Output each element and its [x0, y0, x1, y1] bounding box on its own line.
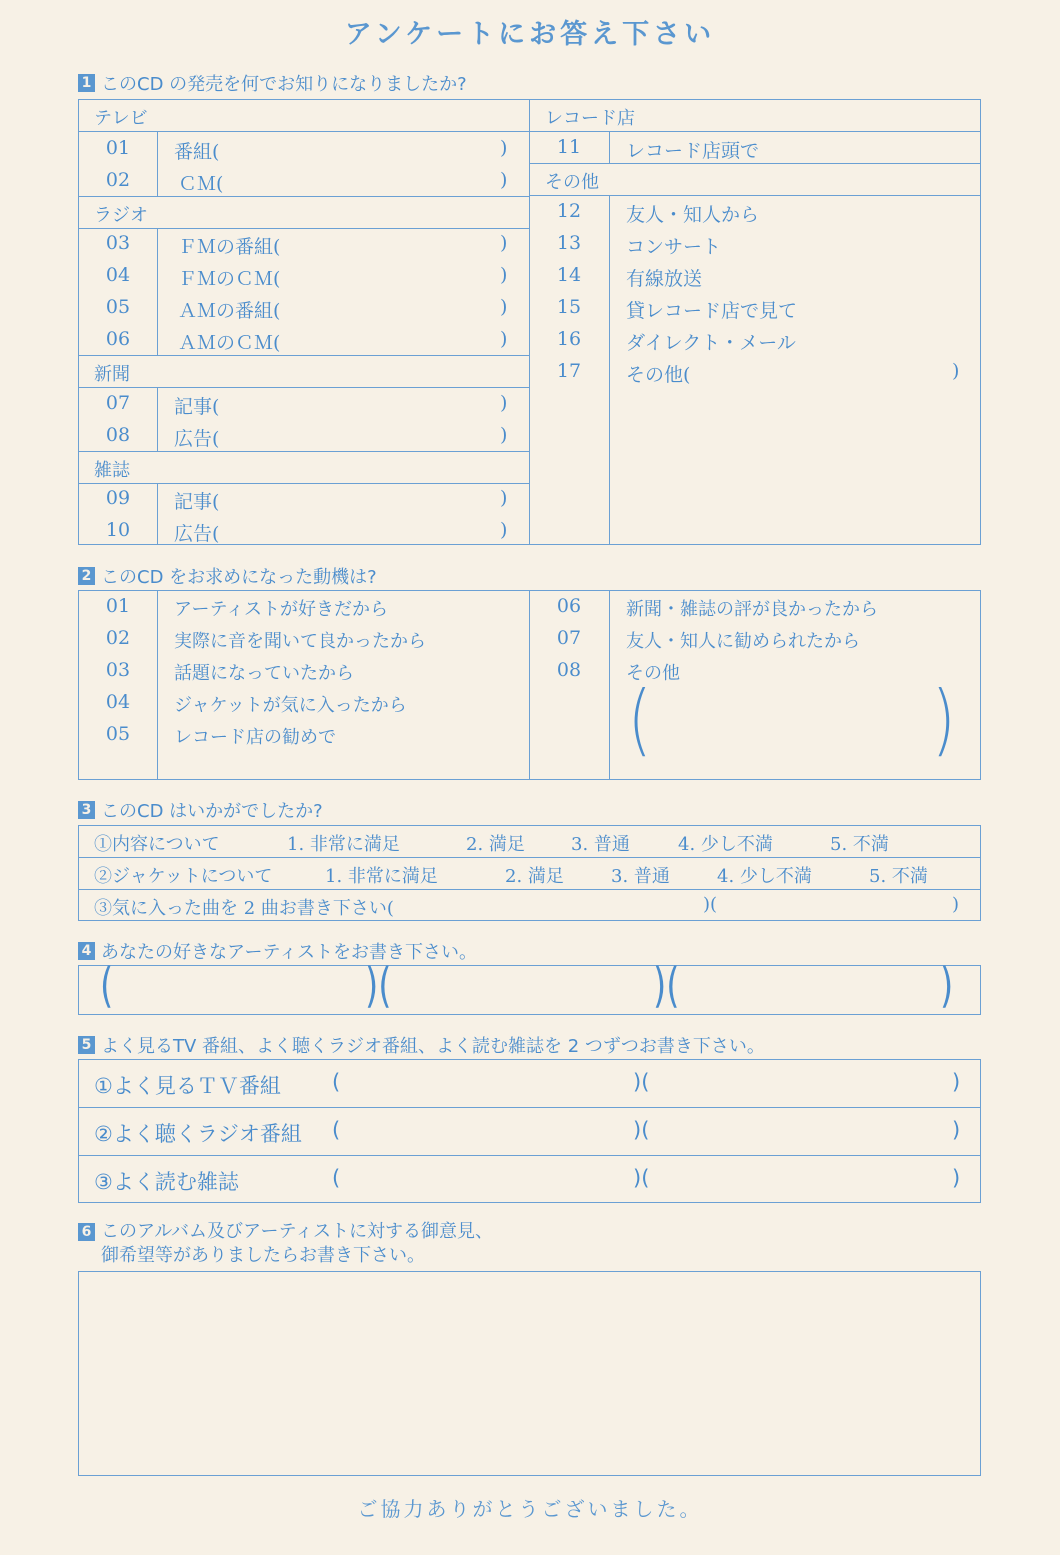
- songs-mid-paren: )(: [703, 894, 718, 915]
- close-paren: ): [500, 487, 508, 509]
- option-text: 記事(: [174, 396, 220, 418]
- rule: [78, 228, 530, 229]
- mid-paren: )(: [633, 1070, 650, 1094]
- option-number: 14: [556, 264, 582, 286]
- rule: [609, 195, 610, 545]
- option-number: 03: [105, 659, 131, 681]
- close-paren: ): [940, 958, 954, 1014]
- rule: [529, 195, 981, 196]
- q4-artist-field[interactable]: [78, 965, 981, 1015]
- option-text: 広告(: [174, 428, 220, 450]
- option-text: レコード店の勧めで: [174, 727, 336, 748]
- rule: [157, 131, 158, 196]
- rating-option-1[interactable]: 1. 非常に満足: [325, 866, 438, 887]
- option-text: 友人・知人に勧められたから: [626, 631, 860, 652]
- option-text: ＦＭのＣＭ(: [178, 268, 281, 290]
- option-text: その他: [626, 663, 680, 684]
- option-text: 貸レコード店で見て: [626, 300, 798, 322]
- option-text: ＡＭの番組(: [178, 300, 281, 322]
- option-number: 12: [556, 200, 582, 222]
- rating-option-5[interactable]: 5. 不満: [869, 866, 928, 887]
- open-paren: (: [332, 1118, 341, 1142]
- option-number: 06: [556, 595, 582, 617]
- option-number: 04: [105, 691, 131, 713]
- songs-close-paren: ): [952, 894, 960, 915]
- close-paren: ): [500, 264, 508, 286]
- rating-option-4[interactable]: 4. 少し不満: [678, 834, 773, 855]
- mid-paren-2: )(: [653, 958, 680, 1014]
- mid-paren: )(: [633, 1118, 650, 1142]
- rule: [529, 131, 981, 132]
- row-label: ③よく読む雑誌: [94, 1170, 239, 1194]
- q5-question: よく見るTV 番組、よく聴くラジオ番組、よく読む雑誌を 2 つずつお書き下さい。: [101, 1036, 765, 1057]
- group-label-other: その他: [545, 172, 599, 193]
- mid-paren: )(: [633, 1166, 650, 1190]
- option-number: 16: [556, 328, 582, 350]
- option-text: ダイレクト・メール: [626, 332, 796, 354]
- option-number: 01: [105, 595, 131, 617]
- rule: [78, 1155, 981, 1156]
- option-number: 07: [105, 392, 131, 414]
- option-number: 08: [556, 659, 582, 681]
- option-text: ジャケットが気に入ったから: [174, 695, 407, 716]
- q5-heading: [78, 1032, 765, 1058]
- option-text: 有線放送: [626, 268, 703, 290]
- q1-number: 1: [78, 74, 95, 92]
- q4-question: あなたの好きなアーティストをお書き下さい。: [101, 942, 478, 963]
- option-text: 広告(: [174, 523, 220, 545]
- option-number: 08: [105, 424, 131, 446]
- group-label-newspaper: 新聞: [94, 364, 130, 385]
- q6-comment-field[interactable]: [78, 1271, 981, 1476]
- option-number: 02: [105, 627, 131, 649]
- close-paren: ): [952, 1166, 961, 1190]
- q5-number: 5: [78, 1036, 95, 1054]
- close-paren: ): [500, 169, 508, 191]
- q6-number: 6: [78, 1223, 95, 1241]
- option-text: ＡＭのＣＭ(: [178, 332, 281, 354]
- rule: [78, 483, 530, 484]
- q6-question-line2: 御希望等がありましたらお書き下さい。: [101, 1245, 425, 1266]
- option-text: 新聞・雑誌の評が良かったから: [626, 599, 878, 620]
- open-paren: (: [332, 1070, 341, 1094]
- rule: [78, 451, 530, 452]
- option-text: 友人・知人から: [626, 204, 760, 226]
- row-label: ①内容について: [94, 834, 220, 855]
- option-text: 記事(: [174, 491, 220, 513]
- rating-option-2[interactable]: 2. 満足: [505, 866, 564, 887]
- q6-heading: [78, 1220, 493, 1268]
- close-paren: ): [500, 424, 508, 446]
- rating-option-4[interactable]: 4. 少し不満: [717, 866, 812, 887]
- option-text: 番組(: [174, 141, 220, 163]
- rating-option-2[interactable]: 2. 満足: [466, 834, 525, 855]
- group-label-tv: テレビ: [94, 108, 148, 129]
- q1-question: このCD の発売を何でお知りになりましたか?: [101, 74, 467, 95]
- rule: [529, 163, 981, 164]
- thank-you-message: ご協力ありがとうございました。: [357, 1497, 703, 1521]
- open-paren: (: [100, 958, 114, 1014]
- close-paren: ): [500, 232, 508, 254]
- rule: [157, 483, 158, 545]
- rule: [157, 387, 158, 451]
- close-paren: ): [500, 519, 508, 541]
- option-number: 01: [105, 137, 131, 159]
- option-number: 03: [105, 232, 131, 254]
- close-paren: ): [952, 1070, 961, 1094]
- option-number: 04: [105, 264, 131, 286]
- rule: [609, 131, 610, 163]
- rating-option-3[interactable]: 3. 普通: [611, 866, 670, 887]
- option-number: 11: [556, 136, 582, 158]
- option-number: 15: [556, 296, 582, 318]
- q2-question: このCD をお求めになった動機は?: [101, 567, 377, 588]
- q2-heading: [78, 563, 377, 589]
- close-paren: ): [500, 296, 508, 318]
- close-paren: ): [500, 392, 508, 414]
- rule: [78, 1107, 981, 1108]
- rule: [529, 590, 530, 780]
- rating-option-1[interactable]: 1. 非常に満足: [287, 834, 400, 855]
- rule: [78, 387, 530, 388]
- option-text: ＦＭの番組(: [178, 236, 281, 258]
- rule: [78, 355, 530, 356]
- rule: [78, 131, 530, 132]
- close-paren: ): [500, 328, 508, 350]
- option-number: 10: [105, 519, 131, 541]
- mid-paren-1: )(: [365, 958, 392, 1014]
- rule: [78, 857, 981, 858]
- group-label-record-store: レコード店: [545, 108, 635, 129]
- rating-option-3[interactable]: 3. 普通: [571, 834, 630, 855]
- option-number: 02: [105, 169, 131, 191]
- row-label: ①よく見るＴＶ番組: [94, 1074, 281, 1098]
- option-number: 17: [556, 360, 582, 382]
- group-label-magazine: 雑誌: [94, 460, 130, 481]
- option-text: コンサート: [626, 236, 722, 258]
- q6-question-line1: このアルバム及びアーティストに対する御意見、: [101, 1221, 494, 1242]
- option-text: レコード店頭で: [626, 140, 760, 162]
- rule: [157, 228, 158, 355]
- q3-number: 3: [78, 801, 95, 819]
- option-text: ＣＭ(: [178, 173, 224, 195]
- close-paren: ): [952, 360, 960, 382]
- group-label-radio: ラジオ: [94, 205, 148, 226]
- row-label: ②よく聴くラジオ番組: [94, 1122, 302, 1146]
- option-number: 05: [105, 296, 131, 318]
- option-text: 実際に音を聞いて良かったから: [174, 631, 426, 652]
- q1-heading: [78, 70, 467, 96]
- rating-option-5[interactable]: 5. 不満: [830, 834, 889, 855]
- rule: [609, 590, 610, 780]
- q1-divider: [529, 99, 530, 545]
- page-title: アンケートにお答え下さい: [344, 19, 716, 50]
- option-number: 13: [556, 232, 582, 254]
- open-paren: (: [332, 1166, 341, 1190]
- q3-heading: [78, 797, 323, 823]
- close-paren: ): [500, 137, 508, 159]
- open-paren: (: [628, 674, 652, 766]
- rule: [78, 196, 530, 197]
- songs-label: ③気に入った曲を 2 曲お書き下さい(: [94, 898, 394, 919]
- q2-number: 2: [78, 567, 95, 585]
- option-text: 話題になっていたから: [174, 663, 354, 684]
- q4-number: 4: [78, 942, 95, 960]
- option-number: 09: [105, 487, 131, 509]
- option-text: その他(: [626, 364, 691, 386]
- option-text: アーティストが好きだから: [174, 599, 389, 620]
- q3-question: このCD はいかがでしたか?: [101, 801, 323, 822]
- q4-heading: [78, 938, 477, 964]
- option-number: 07: [556, 627, 582, 649]
- option-number: 06: [105, 328, 131, 350]
- close-paren: ): [932, 674, 956, 766]
- rule: [78, 889, 981, 890]
- row-label: ②ジャケットについて: [94, 866, 273, 887]
- close-paren: ): [952, 1118, 961, 1142]
- option-number: 05: [105, 723, 131, 745]
- rule: [157, 590, 158, 780]
